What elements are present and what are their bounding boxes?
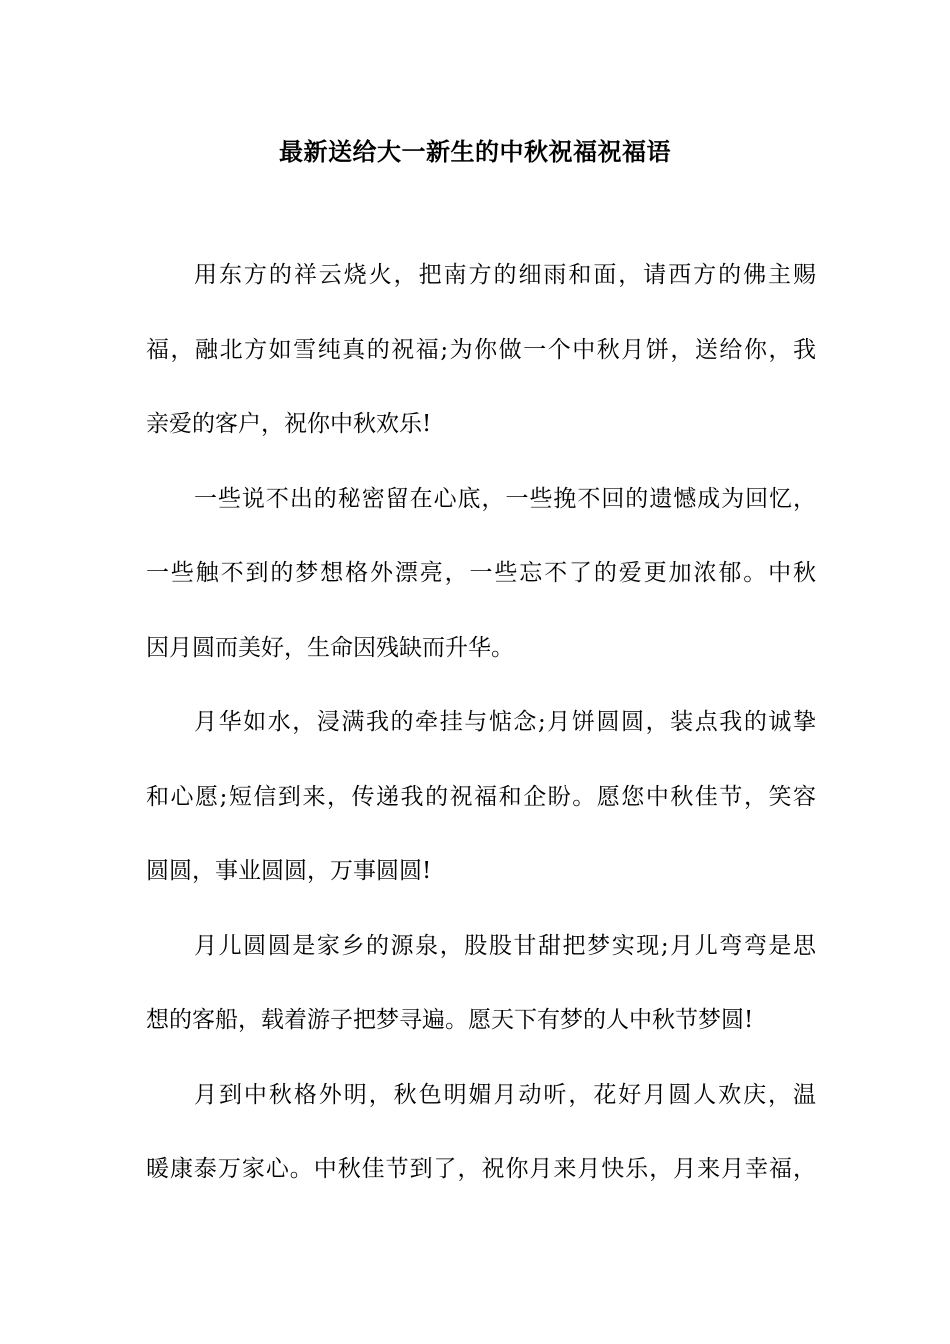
line-text: 用东方的祥云烧火，把南方的细雨和面，请西方的佛主赐 bbox=[194, 262, 816, 288]
paragraph-4-line-2 bbox=[146, 997, 816, 1072]
paragraph-4-line-1 bbox=[146, 923, 816, 998]
paragraph-5-line-1 bbox=[146, 1072, 816, 1147]
line-text: 月到中秋格外明，秋色明媚月动听，花好月圆人欢庆，温 bbox=[194, 1081, 816, 1108]
paragraph-1-line-3 bbox=[146, 401, 816, 476]
line-text: 月儿圆圆是家乡的源泉，股股甘甜把梦实现;月儿弯弯是思 bbox=[194, 932, 816, 959]
line-text: 一些说不出的秘密留在心底，一些挽不回的遗憾成为回忆， bbox=[194, 485, 816, 512]
line-text: 和心愿;短信到来，传递我的祝福和企盼。愿您中秋佳节，笑容 bbox=[146, 783, 816, 810]
paragraph-1-line-2 bbox=[146, 327, 816, 402]
paragraph-1-line-1 bbox=[146, 252, 816, 327]
line-text: 亲爱的客户，祝你中秋欢乐! bbox=[146, 411, 432, 437]
document-body bbox=[146, 252, 816, 1221]
paragraph-2-line-1 bbox=[146, 476, 816, 551]
line-text: 一些触不到的梦想格外漂亮，一些忘不了的爱更加浓郁。中秋 bbox=[146, 560, 816, 586]
paragraph-3-line-2 bbox=[146, 774, 816, 849]
paragraph-5-line-2 bbox=[146, 1146, 816, 1221]
document-title: 最新送给大一新生的中秋祝福祝福语 bbox=[279, 138, 671, 166]
line-text: 圆圆，事业圆圆，万事圆圆! bbox=[146, 858, 432, 884]
paragraph-3-line-1 bbox=[146, 699, 816, 774]
paragraph-2-line-3 bbox=[146, 625, 816, 700]
line-text: 因月圆而美好，生命因残缺而升华。 bbox=[146, 634, 514, 661]
paragraph-3-line-3 bbox=[146, 848, 816, 923]
paragraph-2-line-2 bbox=[146, 550, 816, 625]
line-text: 福，融北方如雪纯真的祝福;为你做一个中秋月饼，送给你，我 bbox=[146, 336, 816, 363]
line-text: 暖康泰万家心。中秋佳节到了，祝你月来月快乐，月来月幸福， bbox=[146, 1156, 816, 1182]
line-text: 月华如水，浸满我的牵挂与惦念;月饼圆圆，装点我的诚挚 bbox=[194, 709, 816, 735]
line-text: 想的客船，载着游子把梦寻遍。愿天下有梦的人中秋节梦圆! bbox=[146, 1007, 754, 1033]
